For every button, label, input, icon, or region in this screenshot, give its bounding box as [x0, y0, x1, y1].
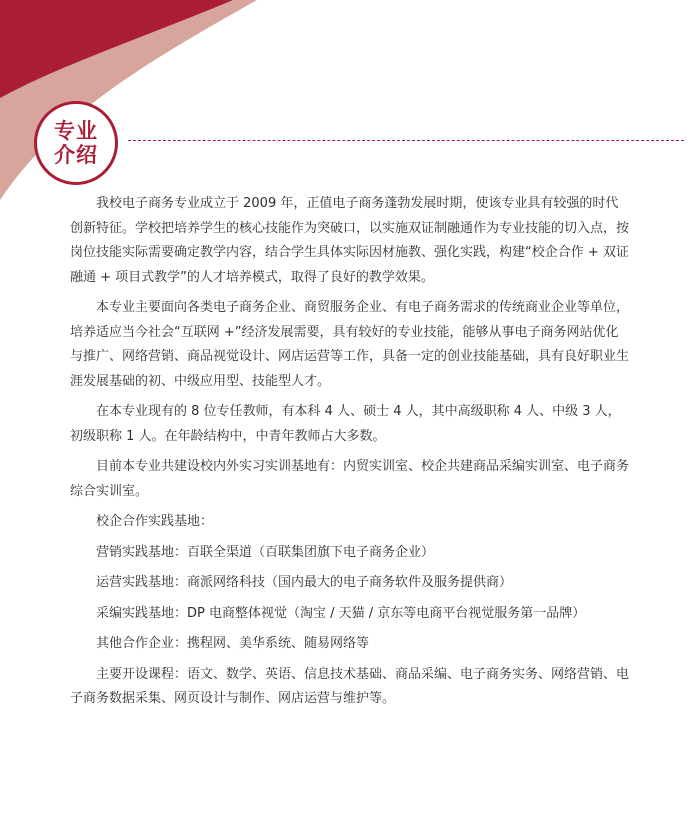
target-paragraph: 本专业主要面向各类电子商务企业、商贸服务企业、有电子商务需求的传统商业企业等单位，培养适应当今社会“互联网 +”经济发展需要，具有较好的专业技能，能够从事电子商务网站优化与推广、网络营销、商品视觉设计、网店运营等工作，具备一定的创业技能基础，具有良好职业生涯发展基础的初、中级应用型、技能型人才。	[70, 300, 630, 389]
intro-paragraph: 我校电子商务专业成立于 2009 年，正值电子商务蓬勃发展时期，使该专业具有较强的时代创新特征。学校把培养学生的核心技能作为突破口，以实施双证制融通作为专业技能的切入点，按岗位技能实际需要确定教学内容，结合学生具体实际因材施教、强化实践，构建“校企合作 + 双证融通 + 项目式教学”的人才培养模式，取得了良好的教学效果。	[70, 196, 630, 285]
section-title-line2: 介绍	[54, 143, 98, 167]
base-item-operations: 运营实践基地：商派网络科技（国内最大的电子商务软件及服务提供商）	[96, 575, 513, 590]
section-title-badge	[34, 101, 118, 185]
section-title-line1: 专业	[54, 119, 98, 143]
training-paragraph: 目前本专业共建设校内外实习实训基地有：内贸实训室、校企共建商品采编实训室、电子商务综合实训室。	[70, 459, 630, 499]
corner-decoration	[0, 0, 260, 200]
courses-paragraph: 主要开设课程：语文、数学、英语、信息技术基础、商品采编、电子商务实务、网络营销、电子商务数据采集、网页设计与制作、网店运营与维护等。	[70, 666, 630, 706]
faculty-paragraph: 在本专业现有的 8 位专任教师，有本科 4 人、硕士 4 人，其中高级职称 4 人、中级 3 人，初级职称 1 人。在年龄结构中，中青年教师占大多数。	[70, 404, 621, 444]
base-item-marketing: 营销实践基地：百联全渠道（百联集团旗下电子商务企业）	[96, 544, 435, 560]
dashed-divider	[128, 140, 684, 141]
base-item-other: 其他合作企业：携程网、美华系统、随易网络等	[96, 636, 370, 651]
bases-heading: 校企合作实践基地：	[96, 514, 214, 529]
base-item-editing: 采编实践基地：DP 电商整体视觉（淘宝 / 天猫 / 京东等电商平台视觉服务第一品牌）	[96, 605, 586, 621]
article-body	[70, 192, 630, 718]
